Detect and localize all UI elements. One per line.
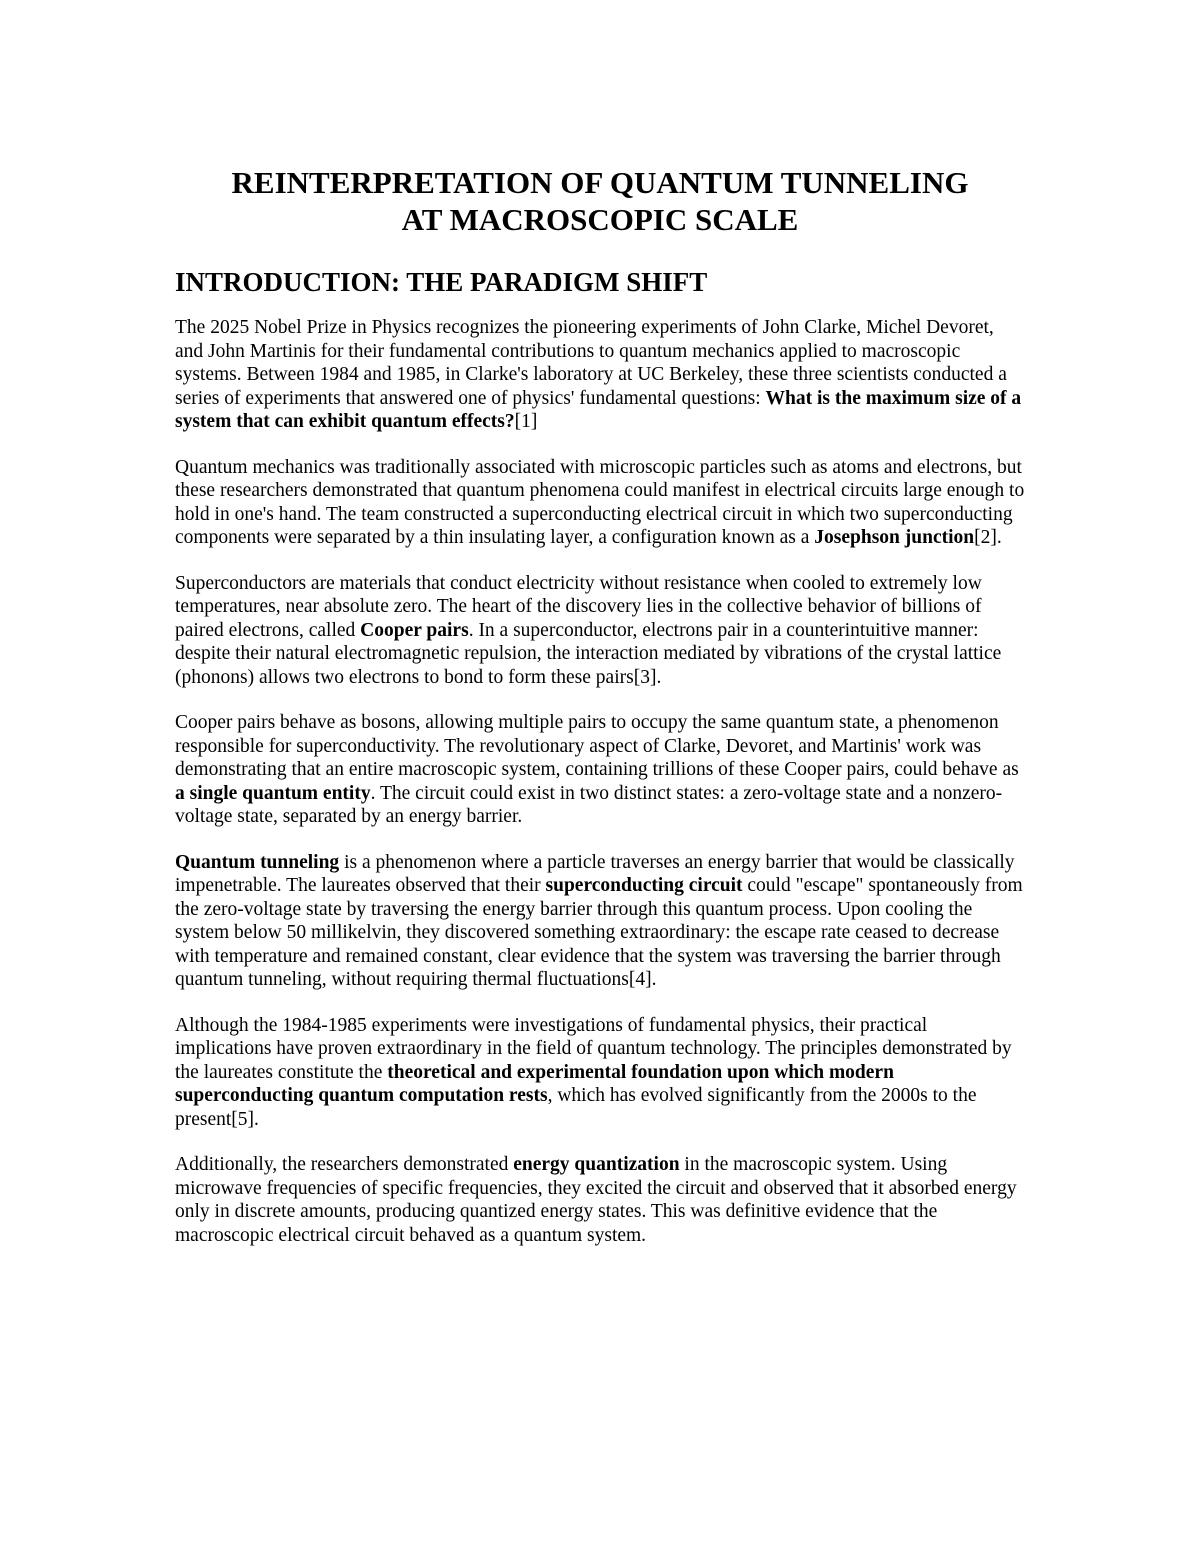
paragraph-text: . The circuit could exist in two distinct states: a zero-voltage state and a nonzero-voltage state, separated by an energy barrier. [175, 782, 1003, 827]
paragraph-6 [175, 1014, 1025, 1132]
paragraph-text: Superconductors are materials that conduct electricity without resistance when cooled to extremely low temperatures, near absolute zero. The heart of the discovery lies in the collective behavior of billions of paired electrons, called [175, 572, 982, 641]
paragraph-2 [175, 456, 1025, 550]
paragraph-5 [175, 851, 1025, 992]
paragraph-text: . In a superconductor, electrons pair in a counterintuitive manner: despite their natural electromagnetic repulsion, the interaction mediated by vibrations of the crystal lattice (phonons) allows two electrons to bond to form these pairs[3]. [175, 619, 1002, 688]
paragraph-1 [175, 316, 1025, 434]
paragraph-text: , which has evolved significantly from the 2000s to the present[5]. [175, 1085, 977, 1130]
section-heading: INTRODUCTION: THE PARADIGM SHIFT [175, 267, 708, 297]
title-line-2: AT MACROSCOPIC SCALE [401, 202, 799, 237]
paragraph-text: Additionally, the researchers demonstrated [175, 1154, 514, 1175]
paragraph-text: could "escape" spontaneously from the zero-voltage state by traversing the energy barrier through this quantum process. Upon cooling the system below 50 millikelvin, they discovered something extraordinary: the escape rate ceased to decrease with temperature and remained constant, clear evidence that the system was traversing the barrier through quantum tunneling, without requiring thermal fluctuations[4]. [175, 875, 1023, 990]
paragraph-text: in the macroscopic system. Using microwave frequencies of specific frequencies, they excited the circuit and observed that it absorbed energy only in discrete amounts, producing quantized energy states. This was definitive evidence that the macroscopic electrical circuit behaved as a quantum system. [175, 1154, 1017, 1246]
paragraph-4 [175, 711, 1025, 829]
document-title [175, 164, 1025, 238]
paragraph-3 [175, 572, 1025, 690]
bold-term: superconducting circuit [545, 875, 743, 896]
bold-term: energy quantization [513, 1154, 680, 1175]
bold-term: a single quantum entity [175, 782, 371, 804]
paragraph-7 [175, 1153, 1025, 1247]
citation: [1] [514, 411, 538, 432]
citation: [2]. [974, 527, 1002, 548]
paragraph-text: The 2025 Nobel Prize in Physics recognizes the pioneering experiments of John Clarke, Michel Devoret, and John Martinis for their fundamental contributions to quantum mechanics applied to macroscopic systems. Between 1984 and 1985, in Clarke's laboratory at UC Berkeley, these three scientists conducted a series of experiments that answered one of physics' fundamental questions: [175, 317, 1007, 409]
bold-term: theoretical and experimental foundation upon which modern superconducting quantum computation rests [175, 1061, 894, 1106]
bold-term: Quantum tunneling [175, 851, 340, 873]
bold-question: What is the maximum size of a system that can exhibit quantum effects? [175, 387, 1022, 432]
bold-term: Cooper pairs [360, 619, 469, 641]
paragraph-text: Cooper pairs behave as bosons, allowing multiple pairs to occupy the same quantum state, a phenomenon responsible for superconductivity. The revolutionary aspect of Clarke, Devoret, and Martinis' work was demonstrating that an entire macroscopic system, containing trillions of these Cooper pairs, could behave as [175, 712, 1019, 780]
document-page [175, 164, 1025, 1269]
paragraph-text: is a phenomenon where a particle traverses an energy barrier that would be classically impenetrable. The laureates observed that their [175, 851, 1015, 896]
paragraph-text: Quantum mechanics was traditionally associated with microscopic particles such as atoms and electrons, but these researchers demonstrated that quantum phenomena could manifest in electrical circuits large enough to hold in one's hand. The team constructed a superconducting electrical circuit in which two superconducting components were separated by a thin insulating layer, a configuration known as a [175, 456, 1025, 548]
paragraph-text: Although the 1984-1985 experiments were investigations of fundamental physics, their practical implications have proven extraordinary in the field of quantum technology. The principles demonstrated by the laureates constitute the [175, 1014, 1012, 1083]
bold-term: Josephson junction [814, 527, 975, 548]
title-line-1: REINTERPRETATION OF QUANTUM TUNNELING [231, 165, 969, 200]
